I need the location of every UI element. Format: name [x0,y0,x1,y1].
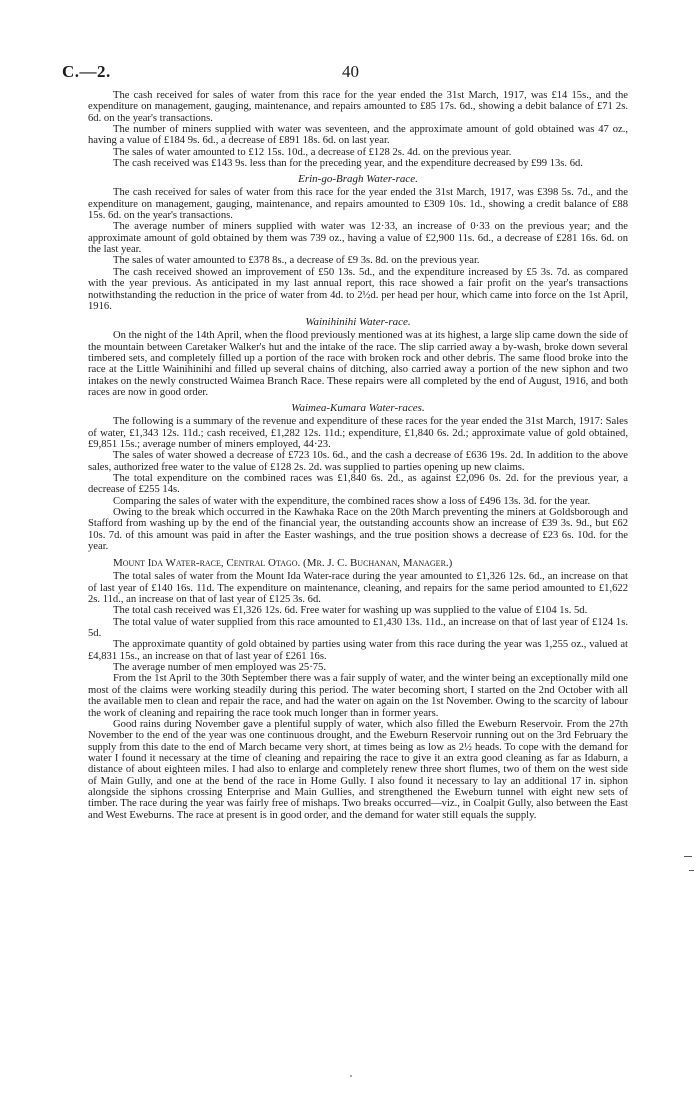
page-header [62,62,638,84]
paragraph: On the night of the 14th April, when the flood previously mentioned was at its highest, a large slip came down the side of the mountain between Caretaker Walker's hut and the intake of the race. The slip carried away a by-wash, broke down several timbered sets, and completely filled up a portion of the race with broken rock and other debris. The same flood broke into the race at the Little Wainihinihi and filled up several chains of ditching, also carried away a portion of the new siphon and two intakes on the newly constructed Waimea Branch Race. These repairs were all completed by the end of August, 1916, and both races are now in good order. [88,330,628,398]
paragraph: The following is a summary of the revenue and expenditure of these races for the year ended the 31st March, 1917: Sales of water, £1,343 12s. 11d.; cash received, £1,282 12s. 11d.; expenditure, £1,840 6s. 2d.; approximate value of gold obtained, £9,851 15s.; average number of miners employed, 44·23. [88,416,628,450]
paragraph: The average number of miners supplied with water was 12·33, an increase of 0·33 on the previous year; and the approximate amount of gold obtained by them was 739 oz., having a value of £2,900 11s. 6d., a decrease of £281 16s. 6d. on the last year. [88,221,628,256]
paragraph: Good rains during November gave a plentiful supply of water, which also filled the Eweburn Reservoir. From the 27th November to the end of the year was one continuous drought, and the Eweburn Reservoir running out on the 3rd February the supply from this date to the end of March became very short, at times being as low as 2½ heads. To cope with the demand for water I found it necessary at the time of cleaning and repairing the race to give it an extra good cleaning as far as Idaburn, a distance of about eighteen miles. I had also to enlarge and completely renew three short flumes, two of them on the west side of Main Gully, and one at the bend of the race in Home Gully. I also found it necessary to lay an additional 17 in. siphon alongside the siphons crossing Enterprise and Main Gullies, and strengthened the Eweburn tunnel with eight new sets of timber. The race during the year was fairly free of mishaps. Two breaks occurred—viz., in Coalpit Gully, also between the East and West Eweburns. The race at present is in good order, and the demand for water still equals the supply. [88,718,628,821]
page-number: 40 [342,62,359,81]
paragraph: The sales of water showed a decrease of £723 10s. 6d., and the cash a decrease of £636 19s. 2d. In addition to the above sales, authorized free water to the value of £128 2s. 2d. was supplied to parties opening up new claims. [88,450,628,473]
paragraph: The number of miners supplied with water was seventeen, and the approximate amount of gold obtained was 47 oz., having a value of £184 9s. 6d., a decrease of £891 18s. 6d. on last year. [88,124,628,147]
paragraph: The total cash received was £1,326 12s. 6d. Free water for washing up was supplied to the value of £104 1s. 5d. [113,605,588,617]
section-heading: Waimea-Kumara Water-races. [291,402,425,415]
section-heading: Wainihinihi Water-race. [305,316,411,329]
paragraph: The total expenditure on the combined races was £1,840 6s. 2d., as against £2,096 0s. 2d. for the previous year, a decrease of £255 14s. [88,472,628,496]
paragraph: The cash received was £143 9s. less than for the preceding year, and the expenditure decreased by £99 13s. 6d. [113,158,583,170]
section-heading: Erin-go-Bragh Water-race. [298,173,418,186]
paragraph: The cash received showed an improvement of £50 13s. 5d., and the expenditure increased by £5 3s. 7d. as compared with the year previous. As anticipated in my last annual report, this race showed a fair profit on the year's transactions notwithstanding the reduction in the price of water from 4d. to 2½d. per head per hour, which came into force on the 1st April, 1916. [88,266,628,312]
margin-mark [689,870,694,871]
paragraph: The approximate quantity of gold obtained by parties using water from this race during the year was 1,255 oz., valued at £4,831 15s., an increase on that of last year of £261 16s. [88,639,628,662]
paragraph: The cash received for sales of water from this race for the year ended the 31st March, 1917, was £398 5s. 7d., and the expenditure on management, gauging, maintenance, and repairs amounted to £309 10s. 1d., showing a credit balance of £88 15s. 6d. on the year's transactions. [88,187,628,222]
paragraph: Comparing the sales of water with the expenditure, the combined races show a loss of £496 13s. 3d. for the year. [113,495,591,507]
report-reference: C.—2. [62,62,111,81]
body-text [88,90,628,821]
paragraph: The total sales of water from the Mount Ida Water-race during the year amounted to £1,326 12s. 6d., an increase on that of last year of £140 16s. 11d. The expenditure on maintenance, cleaning, and repairs for the same period amounted to £1,622 2s. 11d., an increase on that of last year of £125 3s. 6d. [88,571,628,606]
paragraph: The sales of water amounted to £12 15s. 10d., a decrease of £128 2s. 4d. on the previous year. [113,146,512,158]
paragraph: From the 1st April to the 30th September there was a fair supply of water, and the winter being an exceptionally mild one most of the claims were working steadily during this period. The water becoming short, I started on the 2nd October with all the available men to clean and repair the race, and had the water on again on the 1st November. Owing to the scarcity of labour the work of cleaning and repairing the race took much longer than in former years. [88,673,628,719]
margin-mark [684,856,692,857]
paragraph: The sales of water amounted to £378 8s., a decrease of £9 3s. 8d. on the previous year. [113,255,480,267]
paragraph: The total value of water supplied from this race amounted to £1,430 13s. 11d., an increase on that of last year of £124 1s. 5d. [88,616,628,640]
section-heading: Mount Ida Water-race, Central Otago. (Mr. J. C. Buchanan, Manager.) [113,557,453,570]
paragraph: The average number of men employed was 25·75. [113,662,326,674]
paragraph: The cash received for sales of water from this race for the year ended the 31st March, 1917, was £14 15s., and the expenditure on management, gauging, maintenance, and repairs amounted to £85 17s. 6d., showing a debit balance of £71 2s. 6d. on the year's transactions. [88,90,628,124]
print-speck [350,1075,352,1077]
paragraph: Owing to the break which occurred in the Kawhaka Race on the 20th March preventing the miners at Goldsborough and Stafford from washing up by the end of the financial year, the outstanding accounts show an increase of £39 3s. 9d., but £62 10s. 7d. of this amount was paid in after the Easter washings, and the true position shows a decrease of £23 6s. 10d. for the year. [88,507,628,553]
